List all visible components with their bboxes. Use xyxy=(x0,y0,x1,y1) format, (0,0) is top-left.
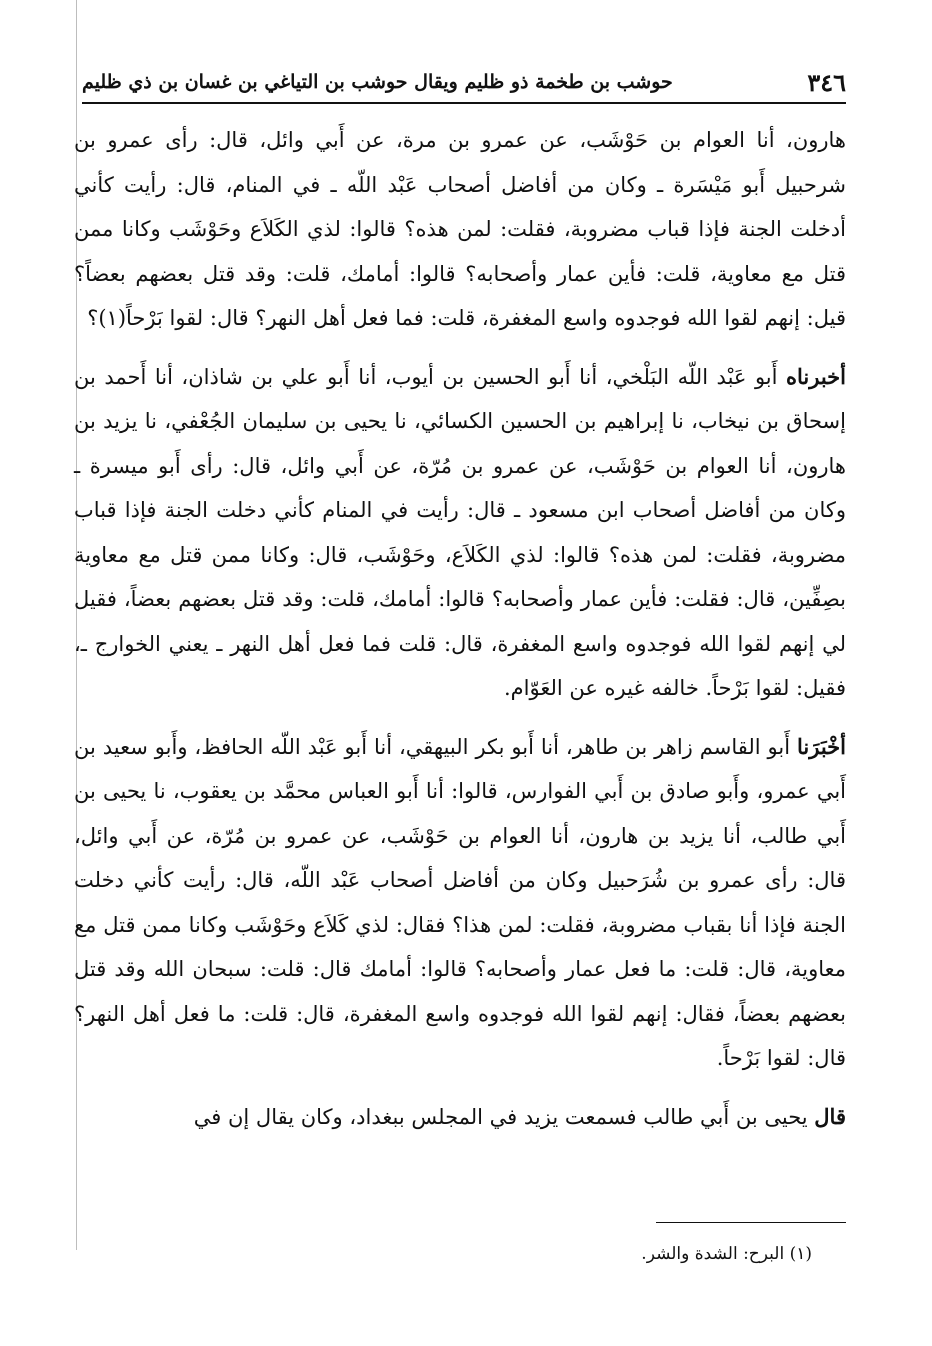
paragraph-text: أَبو القاسم زاهر بن طاهر، أنا أَبو بكر البيهقي، أنا أَبو عَبْد اللّه الحافظ، وأَبو سعيد بن أَبي عمرو، وأَبو صادق بن أَبي الفوارس، قالوا: أنا أَبو العباس محمَّد بن يعقوب، نا يحيى بن أَبي طالب، أنا يزيد بن هارون، أنا العوام بن حَوْشَب، عن عمرو بن مُرّة، عن أَبي وائل، قال: رأى عمرو بن شُرَحبيل وكان من أفاضل أصحاب عَبْد اللّه، قال: رأيت كأني دخلت الجنة فإذا أنا بقباب مضروبة، فقلت: لمن هذا؟ فقال: لذي كَلاَع وحَوْشَب وكانا ممن قتل مع معاوية، قال: قلت: ما فعل عمار وأصحابه؟ قالوا: أمامك قال: قلت: سبحان الله وقد قتل بعضهم بعضاً، فقال: إنهم لقوا الله فوجدوه واسع المغفرة، قال: قلت: ما فعل أهل النهر؟ قال: لقوا بَرْحاً. xyxy=(74,734,846,1070)
paragraph xyxy=(74,355,846,711)
main-text xyxy=(74,118,846,1139)
paragraph xyxy=(74,118,846,341)
footnote-separator xyxy=(656,1222,846,1223)
paragraph-lead-word: أخبرناه xyxy=(786,363,846,389)
paragraph xyxy=(74,1095,846,1140)
paragraph xyxy=(74,725,846,1081)
paragraph-text: هارون، أنا العوام بن حَوْشَب، عن عمرو بن مرة، عن أَبي وائل، قال: رأى عمرو بن شرحبيل أَبو مَيْسَرة ـ وكان من أفاضل أصحاب عَبْد اللّه ـ في المنام، قال: رأيت كأني أدخلت الجنة فإذا قباب مضروبة، فقلت: لمن هذه؟ قالوا: لذي الكَلاَع وحَوْشَب وكانا ممن قتل مع معاوية، قلت: فأين عمار وأصحابه؟ قالوا: أمامك، قلت: وقد قتل بعضهم بعضاً؟ قيل: إنهم لقوا الله فوجدوه واسع المغفرة، قلت: فما فعل أهل النهر؟ قال: لقوا بَرْحاً(١)؟ xyxy=(74,128,846,330)
paragraph-lead-word: قال xyxy=(814,1103,846,1129)
page-number: ٣٤٦ xyxy=(807,67,846,97)
paragraph-lead-word: أخْبَرَنا xyxy=(797,733,846,759)
page-header xyxy=(82,62,846,104)
paragraph-text: يحيى بن أَبي طالب فسمعت يزيد في المجلس ببغداد، وكان يقال إن في xyxy=(193,1104,815,1129)
footnote: (١) البرح: الشدة والشر. xyxy=(641,1244,812,1264)
paragraph-text: أَبو عَبْد اللّه البَلْخي، أنا أَبو الحسين بن أيوب، أنا أَبو علي بن شاذان، أنا أَحمد بن إسحاق بن نيخاب، نا إبراهيم بن الحسين الكسائي، نا يحيى بن سليمان الجُعْفي، نا يزيد بن هارون، أنا العوام بن حَوْشَب، عن عمرو بن مُرّة، عن أَبي وائل، قال: رأى أَبو ميسرة ـ وكان من أفاضل أصحاب ابن مسعود ـ قال: رأيت في المنام كأني دخلت الجنة فإذا قباب مضروبة، فقلت: لمن هذه؟ قالوا: لذي الكَلاَع، وحَوْشَب، قال: وكانا ممن قتل مع معاوية بصِفِّين، قال: فقلت: فأين عمار وأصحابه؟ قالوا: أمامك، قلت: وقد قتل بعضهم بعضاً، فقيل لي إنهم لقوا الله فوجدوه واسع المغفرة، قال: قلت فما فعل أهل النهر ـ يعني الخوارج ـ، فقيل: لقوا بَرْحاً. خالفه غيره عن العَوّام. xyxy=(74,364,846,700)
running-title: حوشب بن طخمة ذو ظليم ويقال حوشب بن التياغي بن غسان بن ذي ظليم xyxy=(82,71,673,93)
